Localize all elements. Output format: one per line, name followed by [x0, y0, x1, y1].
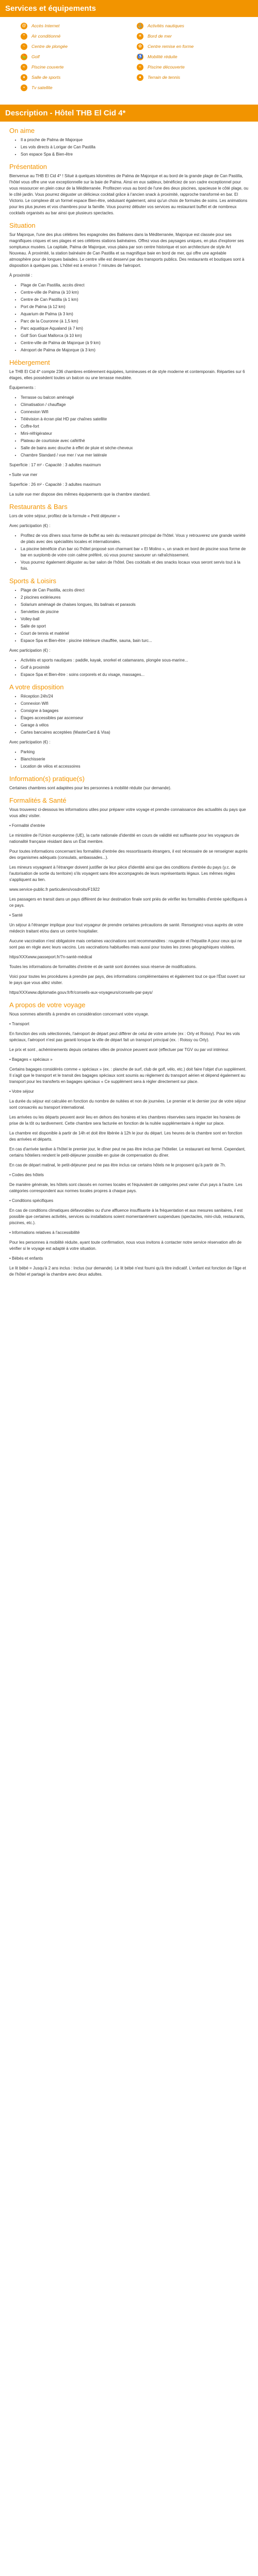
wifi-icon: @	[21, 23, 27, 29]
list-item: • Réception 24h/24	[21, 693, 249, 700]
list-item: • Garage à vélos	[21, 722, 249, 728]
service-label: Centre de plongée	[31, 44, 68, 49]
paragraph: Lors de votre séjour, profitez de la formule « Petit déjeuner »	[9, 514, 120, 518]
list-item: • Centre-ville de Palma de Majorque (à 9 km)	[21, 340, 249, 346]
paragraph: • Codes des hôtels	[9, 1173, 44, 1177]
section-heading: On aime	[9, 127, 35, 134]
description-section	[9, 128, 249, 158]
paragraph: Toutes les informations de formalités d'entrée et de santé sont données sous réserve de modifications.	[9, 964, 197, 969]
about-section	[9, 1002, 249, 1278]
paragraph: Pour toutes informations concernant les formalités d'entrée des ressortissants étrangers, il est nécessaire de se renseigner auprès des organismes adéquats (consulats, ambassades...).	[9, 849, 248, 860]
section-heading: A propos de votre voyage	[9, 1001, 86, 1009]
pool-icon: ≈	[21, 64, 27, 71]
list-item: • La piscine bénéficie d'un bar où l'hôtel proposé son charmant bar « El Molino », un snack en bord de piscine sous forme de bar en surplomb de votre coin calme préféré, où vous pourrez savourer un rafraîchissement.	[21, 546, 249, 558]
list-item: • Connexion Wifi	[21, 701, 249, 707]
list-item: • Mini-réfrigérateur	[21, 431, 249, 437]
bullet-list	[9, 693, 249, 736]
boat-icon: ⚓	[137, 23, 143, 29]
paragraph: Voici pour toutes les procédures à prendre par pays, des informations complémentaires et également tout ce que l'État ouvert sur le pays que vous allez visiter.	[9, 974, 246, 985]
list-item: • Chambre Standard / vue mer / vue mer latérale	[21, 452, 249, 459]
paragraph: En cas de départ matinal, le petit-déjeuner peut ne pas être inclus car certains hôtels ne le proposent qu'à partir de 7h.	[9, 1163, 226, 1167]
bullet-list	[9, 749, 249, 770]
service-item	[21, 74, 126, 81]
service-item	[21, 84, 126, 91]
description-section	[9, 578, 249, 678]
service-label: Activités nautiques	[148, 23, 184, 28]
section-heading: Situation	[9, 222, 36, 229]
service-item	[137, 43, 243, 50]
paragraph: La chambre est disponible à partir de 14h et doit être libérée à 12h le jour du départ. Les heures de la chambre sont en fonction des arrivées et départs.	[9, 1131, 243, 1142]
service-item	[137, 53, 243, 60]
paragraph: Les mineurs voyageant à l'étranger doivent justifier de leur pièce d'identité ainsi que des conditions d'entrée du pays (y.c. de l'autorisation de sortie du territoire) s'ils voyagent sans être accompagnés de leurs représentants légaux. Les mêmes règles s'appliquent au lien.	[9, 865, 236, 882]
services-grid	[0, 17, 258, 97]
list-item: • Activités et sports nautiques : paddle, kayak, snorkel et catamarans, plongée sous-marine...	[21, 657, 249, 664]
service-label: Piscine découverte	[148, 64, 185, 70]
paragraph: Avec participation (€) :	[9, 523, 51, 528]
paragraph: Aucune vaccination n'est obligatoire mais certaines vaccinations sont recommandées : rougeole et l'hépatite A pour ceux qui ne sont pas en règle avec leurs vaccins. Les vaccinations habituelles mais aussi pour toutes les zones géographiques visitées.	[9, 939, 242, 950]
section-heading: Formalités & Santé	[9, 796, 67, 804]
info-section	[9, 776, 249, 791]
pool-outdoor-icon: ≈	[137, 64, 143, 71]
list-item: • Salle de bains avec douche à effet de pluie et sèche-cheveux	[21, 445, 249, 451]
list-item: • Golf Son Gual Mallorca (à 10 km)	[21, 333, 249, 339]
tv-icon: ▪	[21, 84, 27, 91]
list-item: • Court de tennis et matériel	[21, 631, 249, 637]
bullet-list	[9, 137, 249, 158]
list-label: Avec participation (€) :	[9, 740, 51, 744]
list-item: • Parc aquatique Aqualand (à 7 km)	[21, 326, 249, 332]
service-label: Mobilité réduite	[148, 54, 178, 59]
list-item: • Cartes bancaires acceptées (MasterCard & Visa)	[21, 730, 249, 736]
diving-icon: ~	[21, 43, 27, 50]
description-section	[9, 223, 249, 353]
wheelchair-icon: ♿	[137, 54, 143, 60]
paragraph: • Transport	[9, 1022, 29, 1026]
service-item	[21, 32, 126, 40]
list-item: • Volley-ball	[21, 616, 249, 622]
list-item: • Location de vélos et accessoires	[21, 764, 249, 770]
paragraph: Vous trouverez ci-dessous les informations utiles pour préparer votre voyage et prendre connaissance des actualités du pays que vous allez visiter.	[9, 807, 246, 818]
list-item: • Espace Spa et Bien-être : piscine intérieure chauffée, sauna, bain turc...	[21, 638, 249, 644]
service-item	[21, 53, 126, 60]
service-item	[137, 22, 243, 29]
golf-icon: ⛳	[21, 54, 27, 60]
beach-icon: ☀	[137, 33, 143, 40]
paragraph: Nous sommes attentifs à prendre en considération concernant votre voyage.	[9, 1012, 149, 1016]
paragraph: Certains bagages considérés comme « spéciaux » (ex. : planche de surf, club de golf, vélo, etc.) doit faire l'objet d'un supplément. Il s'agit que le transport et le transit des bagages spéciaux sont soumis au règlement du transport aérien et dépend également au transport pour les transferts en bagages spéciaux « Ce supplément sera à régler directement sur place.	[9, 1067, 247, 1084]
list-item: • Télévision à écran plat HD par chaînes satellite	[21, 416, 249, 422]
list-label: Équipements :	[9, 385, 36, 390]
service-label: Tv satellite	[31, 85, 53, 90]
service-label: Golf	[31, 54, 40, 59]
description-section	[9, 360, 249, 498]
list-item: • Vous pourrez également déguster au bar salon de l'hôtel. Des cocktails et des snacks locaux vous seront servis tout à la fois.	[21, 560, 249, 572]
section-heading: Information(s) pratique(s)	[9, 775, 85, 783]
paragraph: • Formalité d'entrée	[9, 823, 45, 828]
list-item: • Étages accessibles par ascenseur	[21, 715, 249, 721]
paragraph: • Conditions spécifiques	[9, 1198, 54, 1203]
service-label: Piscine couverte	[31, 64, 64, 70]
list-item: • Solarium aménagé de chaises longues, lits balinais et parasols	[21, 602, 249, 608]
section-heading: Sports & Loisirs	[9, 577, 57, 585]
list-item: • Serviettes de piscine	[21, 609, 249, 615]
list-item: • Consigne à bagages	[21, 708, 249, 714]
paragraph: Un séjour à l'étranger implique pour tout voyageur de prendre certaines précautions de santé. Renseignez-vous auprès de votre médecin traitant et/ou dans un centre hospitalier.	[9, 923, 244, 934]
paragraph: De manière générale, les hôtels sont classés en normes locales et l'équivalent de catégories peut varier d'un pays à l'autre. Les catégories correspondent aux normes locales propres à chaque pays.	[9, 1182, 243, 1193]
service-item	[137, 74, 243, 81]
bullet-list	[9, 395, 249, 459]
list-item: • Connexion Wifi	[21, 409, 249, 415]
paragraph: Le lit bébé = Jusqu'à 2 ans inclus : Inclus (sur demande). Le lit bébé n'est fourni qu'à titre indicatif. L'enfant est fonction de l'âge et de l'hôtel et partagé la chambre avec deux adultes.	[9, 1266, 246, 1277]
section-heading: Présentation	[9, 163, 47, 171]
service-label: Terrain de tennis	[148, 75, 181, 80]
list-item: • Centre-ville de Palma (à 10 km)	[21, 290, 249, 296]
list-item: • Parc de la Couronne (à 1,5 km)	[21, 318, 249, 325]
service-item	[21, 63, 126, 71]
paragraph: Sur Majorque, l'une des plus célèbres îles espagnoles des Baléares dans la Méditerranée, Majorque est classée pour ses magnifiques criques et ses plages et ses célèbres stations balnéaires. Offrez vous des paysages uniques, en plus d'explorer ses somptueux musées. La capitale, Palma de Majorque, vous plaira par son centre historique et son architecture de style Art Nouveau. À proximité, la station balnéaire de Can Pastilla et sa magnifique baie en bord de mer, qui offre une agréable atmosphère pour de longues balades. Le centre ville est desservi par des transports publics. Des restaurants et boutiques sont à disposition à quelques pas. L'hôtel est à environ 7 minutes de l'aéroport.	[9, 232, 245, 268]
list-item: • Il a proche de Palma de Majorque	[21, 137, 249, 143]
list-item: • Profitez de vos dîners sous forme de buffet au sein du restaurant principal de l'hôtel. Vous y retrouverez une grande variété de plats avec des spécialités locales et internationales.	[21, 533, 249, 545]
paragraph: • Votre séjour	[9, 1089, 34, 1094]
paragraph: Le prix et sont , achéminements depuis certaines villes de province peuvent avoir (effectuer par TGV ou par vol intérieur.	[9, 1047, 230, 1052]
list-item: • Aquarium de Palma (à 3 km)	[21, 311, 249, 317]
service-label: Accès Internet	[31, 23, 60, 28]
paragraph: En fonction des vols sélectionnés, l'aéroport de départ peut différer de celui de votre arrivée (ex : Orly et Roissy). Pour les vols spéciaux, l'aéroport n'est pas garanti lorsque la ville de départ fait un transport principal (ex. : Roissy ou Orly).	[9, 1031, 240, 1042]
paragraph: • Bagages « spéciaux »	[9, 1057, 53, 1062]
paragraph: Les arrivées ou les départs peuvent avoir lieu en dehors des horaires et les chambres réservées sans impacter les horaires de prise de la tôt ou tardivement. Cette chambre sera facturée en fonction de la nuitée supplémentaire à régler sur place.	[9, 1115, 240, 1126]
paragraph: En cas d'arrivée tardive à l'hôtel le premier jour, le dîner peut ne pas être inclus par l'hôtelier. Le restaurant est fermé. Cependant, certains hôteliers rendent le petit-déjeuner possible en guise de compensation du dîner.	[9, 1147, 246, 1158]
paragraph: Superficie : 17 m² - Capacité : 3 adultes maximum	[9, 463, 101, 467]
paragraph: • Santé	[9, 913, 23, 918]
list-item: • Golf à proximité	[21, 665, 249, 671]
paragraph: Le THB El Cid 4* compte 236 chambres entièrement équipées, lumineuses et de style moderne et contemporain. Réparties sur 6 étages, elles possèdent toutes un balcon ou une terrasse meublée.	[9, 369, 245, 380]
paragraph: https/XXXwww.passeport.fr/7n-santé-médical	[9, 955, 92, 959]
formalities-section	[9, 798, 249, 996]
list-item: • Parking	[21, 749, 249, 755]
service-label: Salle de sports	[31, 75, 61, 80]
list-item: • Port de Palma (à 12 km)	[21, 304, 249, 310]
list-label: À proximité :	[9, 273, 33, 278]
paragraph: Bienvenue au THB El Cid 4* ! Situé à quelques kilomètres de Palma de Majorque et au bord de la grande plage de Can Pastilla, l'hôtel vous offre une vue exceptionnelle sur la baie de Palma. Ainsi en eux sableux, bénéficiez de son cadre exceptionnel pour vous ressourcer en plein cœur de la Méditerranée. Profitezen vous au bord de l'une des deux piscines, spacieuse le côté plage, ou le côté jardin. Vous pourrez déguster un délicieux cocktail grâce à l'ancien snack à proximité, rapproche transformé en bar. El Victorio. Le complexe dit un formel espace Bien-être, séduisant également, ainsi qu'un choix de formules de soins. Les animations pour les plus jeunes et vos chambres pour la famille. Vous pourrez débuter vos services au restaurant buffet et de nombreux cocktails organisés au bar ainsi que plusieurs spectacles.	[9, 174, 249, 215]
paragraph: • Informations relatives à l'accessibilité	[9, 1230, 80, 1235]
service-item	[137, 32, 243, 40]
service-item	[137, 63, 243, 71]
list-item: • Coffre-fort	[21, 423, 249, 430]
spa-icon: ✿	[137, 43, 143, 50]
paragraph: La suite vue mer dispose des mêmes équipements que la chambre standard.	[9, 492, 151, 497]
paragraph: Pour les personnes à mobilité réduite, ayant toute confirmation, nous vous invitons à contacter notre service réservation afin de vérifier si le voyage est adapté à votre situation.	[9, 1240, 242, 1251]
list-item: • Blanchisserie	[21, 756, 249, 762]
list-item: • 2 piscines extérieures	[21, 595, 249, 601]
list-item: • Les vols directs à Lorigar de Can Pastilla	[21, 144, 249, 150]
paragraph: https/XXXwww.diplomatie.gouv.fr/fr/conseils-aux-voyageurs/conseils-par-pays/	[9, 990, 153, 995]
paragraph: En cas de conditions climatiques défavorables ou d'une affluence insuffisante à la fréquentation et aux mesures sanitaires, il est possible que certaines activités, services ou installations soient momentanément suspendues (spectacles, mini-club, restaurants, piscines, etc.).	[9, 1208, 245, 1225]
service-item	[137, 84, 243, 91]
bullet-list	[9, 587, 249, 644]
service-label: Centre remise en forme	[148, 44, 194, 49]
paragraph: Certaines chambres sont adaptées pour les personnes à mobilité réduite (sur demande).	[9, 786, 171, 790]
paragraph: • Bébés et enfants	[9, 1256, 43, 1261]
description-section	[9, 164, 249, 216]
description-banner: Description - Hôtel THB El Cid 4*	[0, 105, 258, 122]
list-item: • Plateau de courtoisie avec café/thé	[21, 438, 249, 444]
description-section	[9, 684, 249, 770]
list-item: • Plage de Can Pastilla, accès direct	[21, 587, 249, 594]
service-label: Air conditionné	[31, 33, 61, 39]
paragraph: • Suite vue mer	[9, 472, 38, 477]
service-item	[21, 22, 126, 29]
description-section	[9, 504, 249, 572]
description-content	[0, 128, 258, 1278]
list-item: • Climatisation / chauffage	[21, 402, 249, 408]
section-heading: A votre disposition	[9, 683, 64, 691]
list-item: • Salle de sport	[21, 623, 249, 630]
list-item: • Son espace Spa & Bien-être	[21, 151, 249, 158]
list-item: • Aéroport de Palma de Majorque (à 3 km)	[21, 347, 249, 353]
list-item: • Terrasse ou balcon aménagé	[21, 395, 249, 401]
service-label: Bord de mer	[148, 33, 172, 39]
snowflake-icon: *	[21, 33, 27, 40]
section-heading: Hébergement	[9, 359, 50, 366]
tennis-icon: ●	[137, 74, 143, 81]
paragraph: La durée du séjour est calculée en fonction du nombre de nuitées et non de journées. Le premier et le dernier jour de votre séjour sont consacrés au transport international.	[9, 1099, 246, 1110]
bullet-list	[9, 533, 249, 572]
list-item: • Plage de Can Pastilla, accès direct	[21, 282, 249, 289]
list-item: • Espace Spa et Bien-être : soins corporels et du visage, massages...	[21, 672, 249, 678]
paragraph: Le ministère de l'Union européenne (UE), la carte nationale d'identité en cours de validité est suffisante pour les voyageurs de nationalité française résidant dans un État membre.	[9, 833, 239, 844]
list-item: • Centre de Can Pastilla (à 1 km)	[21, 297, 249, 303]
paragraph: Les passagers en transit dans un pays différent de leur destination finale sont priés de vérifier les formalités d'entrée spécifiques à ce pays.	[9, 897, 247, 908]
section-heading: Restaurants & Bars	[9, 503, 68, 511]
list-label: Avec participation (€) :	[9, 648, 51, 653]
gym-icon: ♦	[21, 74, 27, 81]
service-item	[21, 43, 126, 50]
paragraph: www.service-public.fr particuliers/vosdroits/F1922	[9, 887, 100, 892]
bullet-list	[9, 282, 249, 353]
bullet-list	[9, 657, 249, 678]
paragraph: Superficie : 26 m² - Capacité : 3 adultes maximum	[9, 482, 101, 487]
services-banner: Services et équipements	[0, 0, 258, 17]
